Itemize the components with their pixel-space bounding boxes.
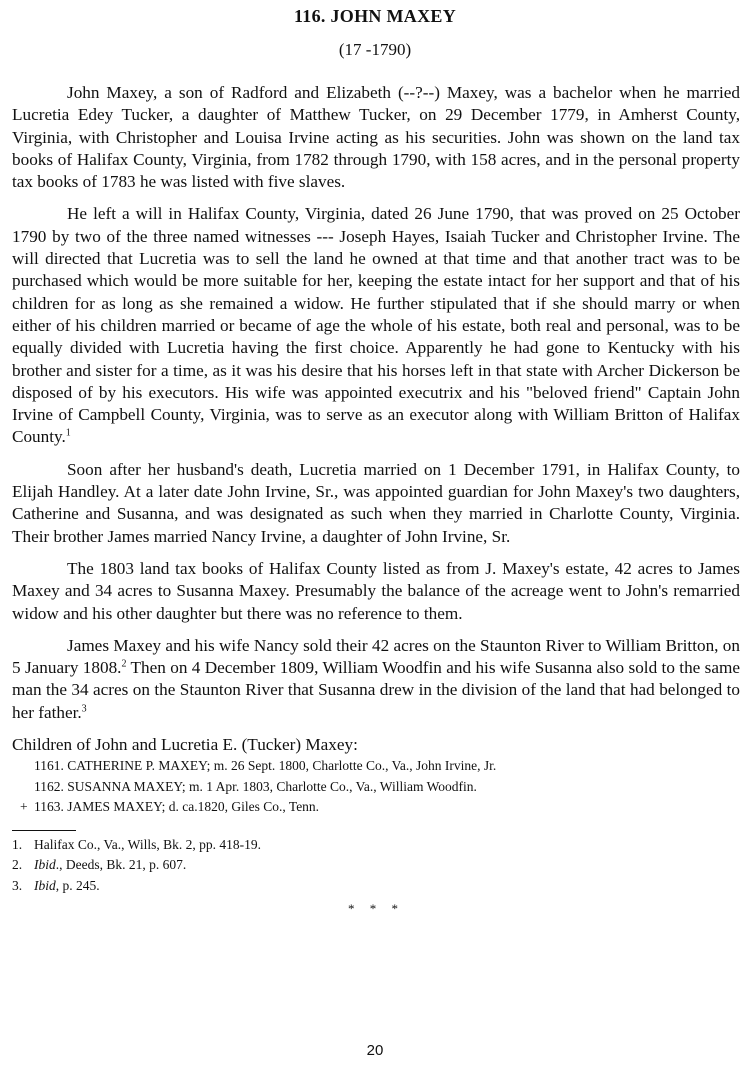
child-entry: 1162. SUSANNA MAXEY; m. 1 Apr. 1803, Charlotte Co., Va., William Woodfin.: [34, 778, 477, 794]
footnote-2: 2. Ibid., Deeds, Bk. 21, p. 607.: [12, 857, 187, 873]
footnote-3: 3. Ibid, p. 245.: [12, 877, 100, 893]
paragraph-4: The 1803 land tax books of Halifax County listed as from J. Maxey's estate, 42 acres to James Maxey and 34 acres to Susanna Maxey. Presumably the balance of the acreage went to John's remarried widow and his other daughter but there was no reference to them.: [12, 558, 740, 623]
page-number: 20: [366, 1042, 384, 1059]
continued-line-marker: +: [20, 799, 28, 815]
footnote-1: 1. Halifax Co., Va., Wills, Bk. 2, pp. 418-19.: [12, 836, 261, 852]
child-entry: + 1163. JAMES MAXEY; d. ca.1820, Giles Co., Tenn.: [12, 797, 740, 818]
footnote-divider: [12, 830, 76, 831]
life-dates: (17 -1790): [338, 40, 412, 59]
children-heading: Children of John and Lucretia E. (Tucker) Maxey:: [12, 735, 358, 755]
footnote-ref-3: 3: [81, 702, 87, 714]
footnote-ref-2: 2: [121, 658, 127, 670]
paragraph-1: John Maxey, a son of Radford and Elizabeth (--?--) Maxey, was a bachelor when he married Lucretia Edey Tucker, a daughter of Matthew Tucker, on 29 December 1779, in Amherst County, Virginia, with Christopher and Louisa Irvine acting as his securities. John was shown on the land tax books of Halifax County, Virginia, from 1782 through 1790, with 158 acres, and in the personal property tax books of 1783 he was listed with five slaves.: [12, 83, 740, 192]
footnote-ref-1: 1: [65, 427, 71, 439]
child-entry: 1161. CATHERINE P. MAXEY; m. 26 Sept. 1800, Charlotte Co., Va., John Irvine, Jr.: [34, 758, 497, 774]
page-title: 116. JOHN MAXEY: [294, 6, 456, 26]
paragraph-2: He left a will in Halifax County, Virginia, dated 26 June 1790, that was proved on 25 October 1790 by two of the three named witnesses --- Joseph Hayes, Isaiah Tucker and Christopher Irvine. The will directed that Lucretia was to sell the land he owned at that time and that another tract was to be purchased which would be more suitable for her, keeping the estate intact for her support and that of his children for as long as she remained a widow. He further stipulated that if she should marry or when either of his children married or became of age the whole of his estate, both real and personal, was to be equally divided with Lucretia having the first choice. Apparently he had gone to Kentucky with his brother and sister for a time, as it was his desire that his horses left in that state with Archer Dickerson be disposed of by his executors. His wife was appointed executrix and his "beloved friend" Captain John Irvine of Campbell County, Virginia, was to serve as an executor along with William Britton of Halifax County.$^1$: [12, 204, 740, 447]
body-text: [12, 82, 740, 920]
section-separator: * * *: [348, 901, 404, 917]
paragraph-3: Soon after her husband's death, Lucretia married on 1 December 1791, in Halifax County, to Elijah Handley. At a later date John Irvine, Sr., was appointed guardian for John Maxey's two daughters, Catherine and Susanna, and was designated as such when they married in Charlotte County, Virginia. Their brother James married Nancy Irvine, a daughter of John Irvine, Sr.: [12, 459, 740, 546]
paragraph-5: James Maxey and his wife Nancy sold their 42 acres on the Staunton River to William Britton, on 5 January 1808.$^2$ Then on 4 December 1809, William Woodfin and his wife Susanna also sold to the same man the 34 acres on the Staunton River that Susanna drew in the division of the land that had belonged to her father.$^3$: [12, 635, 740, 722]
